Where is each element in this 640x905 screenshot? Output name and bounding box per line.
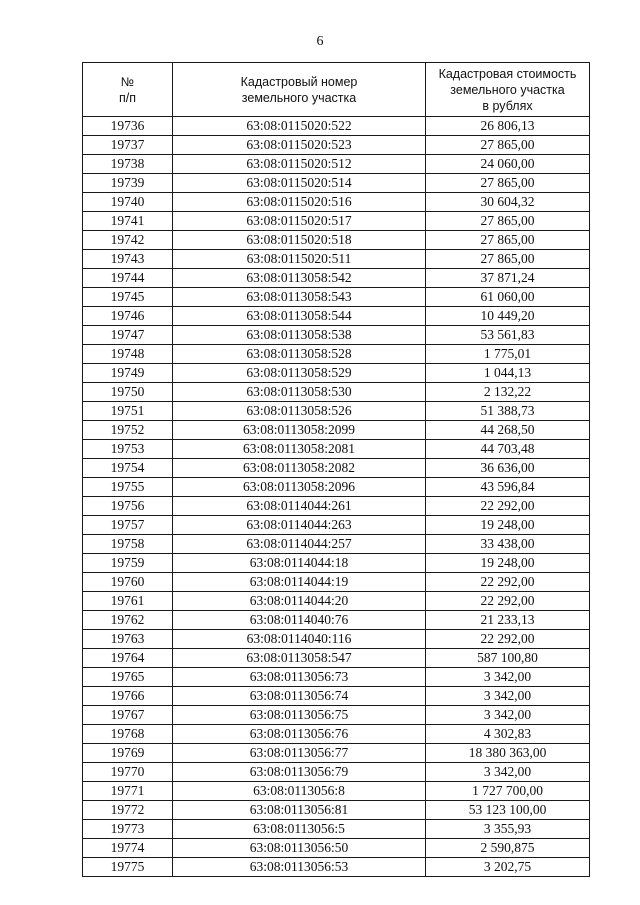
cadastral-number-cell: 63:08:0115020:523 [173, 136, 426, 155]
table-row [83, 288, 590, 307]
cadastral-value-cell: 22 292,00 [426, 573, 590, 592]
row-number-cell: 19745 [83, 288, 173, 307]
cadastral-number-cell: 63:08:0114044:19 [173, 573, 426, 592]
header-value-line-3: в рублях [482, 98, 533, 113]
cadastral-value-cell: 53 123 100,00 [426, 801, 590, 820]
table-row [83, 687, 590, 706]
table-row [83, 573, 590, 592]
table-row [83, 554, 590, 573]
cadastral-number-cell: 63:08:0113058:543 [173, 288, 426, 307]
cadastral-number-cell: 63:08:0115020:518 [173, 231, 426, 250]
cadastral-number-cell: 63:08:0113058:528 [173, 345, 426, 364]
table-row [83, 630, 590, 649]
row-number-cell: 19769 [83, 744, 173, 763]
header-value-line-2: земельного участка [450, 82, 565, 97]
cadastral-value-cell: 27 865,00 [426, 174, 590, 193]
cadastral-number-cell: 63:08:0113056:73 [173, 668, 426, 687]
row-number-cell: 19740 [83, 193, 173, 212]
cadastre-table [82, 62, 590, 877]
row-number-cell: 19751 [83, 402, 173, 421]
cadastral-value-cell: 22 292,00 [426, 497, 590, 516]
row-number-cell: 19736 [83, 117, 173, 136]
row-number-cell: 19750 [83, 383, 173, 402]
table-row [83, 383, 590, 402]
cadastral-number-cell: 63:08:0114044:257 [173, 535, 426, 554]
cadastral-value-cell: 27 865,00 [426, 212, 590, 231]
table-body [83, 117, 590, 877]
header-cadastral-line-1: Кадастровый номер [240, 74, 358, 89]
cadastral-value-cell: 3 342,00 [426, 706, 590, 725]
cadastral-number-cell: 63:08:0113056:5 [173, 820, 426, 839]
table-row [83, 706, 590, 725]
table-row [83, 269, 590, 288]
table-row [83, 516, 590, 535]
cadastral-value-cell: 2 132,22 [426, 383, 590, 402]
row-number-cell: 19749 [83, 364, 173, 383]
cadastral-value-cell: 19 248,00 [426, 516, 590, 535]
row-number-cell: 19748 [83, 345, 173, 364]
table-header-row [83, 63, 590, 117]
row-number-cell: 19766 [83, 687, 173, 706]
row-number-cell: 19756 [83, 497, 173, 516]
cadastral-value-cell: 1 775,01 [426, 345, 590, 364]
cadastral-value-cell: 33 438,00 [426, 535, 590, 554]
row-number-cell: 19763 [83, 630, 173, 649]
row-number-cell: 19753 [83, 440, 173, 459]
row-number-cell: 19771 [83, 782, 173, 801]
cadastral-number-cell: 63:08:0114044:20 [173, 592, 426, 611]
cadastral-value-cell: 3 342,00 [426, 668, 590, 687]
cadastral-value-cell: 22 292,00 [426, 592, 590, 611]
row-number-cell: 19775 [83, 858, 173, 877]
table-row [83, 592, 590, 611]
table-row [83, 497, 590, 516]
cadastral-value-cell: 1 727 700,00 [426, 782, 590, 801]
cadastral-number-cell: 63:08:0115020:511 [173, 250, 426, 269]
cadastral-value-cell: 19 248,00 [426, 554, 590, 573]
row-number-cell: 19743 [83, 250, 173, 269]
table-row [83, 212, 590, 231]
cadastral-value-cell: 1 044,13 [426, 364, 590, 383]
row-number-cell: 19752 [83, 421, 173, 440]
cadastral-value-cell: 3 342,00 [426, 687, 590, 706]
row-number-cell: 19737 [83, 136, 173, 155]
header-number-sign: № [120, 74, 135, 89]
cadastral-number-cell: 63:08:0114044:18 [173, 554, 426, 573]
row-number-cell: 19747 [83, 326, 173, 345]
header-row-number [83, 63, 173, 117]
table-row [83, 820, 590, 839]
cadastral-number-cell: 63:08:0115020:514 [173, 174, 426, 193]
row-number-cell: 19772 [83, 801, 173, 820]
table-row [83, 231, 590, 250]
table-row [83, 440, 590, 459]
cadastral-value-cell: 10 449,20 [426, 307, 590, 326]
cadastral-value-cell: 21 233,13 [426, 611, 590, 630]
table-row [83, 364, 590, 383]
cadastral-number-cell: 63:08:0113058:2096 [173, 478, 426, 497]
table-row [83, 136, 590, 155]
header-pp: п/п [118, 90, 136, 105]
cadastral-value-cell: 4 302,83 [426, 725, 590, 744]
cadastral-number-cell: 63:08:0114044:263 [173, 516, 426, 535]
cadastral-number-cell: 63:08:0113058:526 [173, 402, 426, 421]
cadastral-value-cell: 37 871,24 [426, 269, 590, 288]
table-row [83, 421, 590, 440]
table-row [83, 744, 590, 763]
cadastral-value-cell: 3 342,00 [426, 763, 590, 782]
table-row [83, 117, 590, 136]
row-number-cell: 19759 [83, 554, 173, 573]
cadastral-value-cell: 27 865,00 [426, 250, 590, 269]
row-number-cell: 19744 [83, 269, 173, 288]
cadastral-number-cell: 63:08:0113058:2081 [173, 440, 426, 459]
row-number-cell: 19755 [83, 478, 173, 497]
table-row [83, 858, 590, 877]
cadastral-number-cell: 63:08:0114040:76 [173, 611, 426, 630]
cadastral-number-cell: 63:08:0113056:53 [173, 858, 426, 877]
cadastral-value-cell: 43 596,84 [426, 478, 590, 497]
row-number-cell: 19774 [83, 839, 173, 858]
row-number-cell: 19768 [83, 725, 173, 744]
cadastral-value-cell: 51 388,73 [426, 402, 590, 421]
table-row [83, 155, 590, 174]
row-number-cell: 19770 [83, 763, 173, 782]
table-row [83, 193, 590, 212]
cadastral-value-cell: 24 060,00 [426, 155, 590, 174]
cadastral-number-cell: 63:08:0113056:81 [173, 801, 426, 820]
table-row [83, 535, 590, 554]
header-cadastral-number [173, 63, 426, 117]
header-value-line-1: Кадастровая стоимость [438, 66, 577, 81]
cadastral-number-cell: 63:08:0113056:75 [173, 706, 426, 725]
row-number-cell: 19754 [83, 459, 173, 478]
row-number-cell: 19746 [83, 307, 173, 326]
cadastral-number-cell: 63:08:0113058:547 [173, 649, 426, 668]
cadastral-value-cell: 587 100,80 [426, 649, 590, 668]
row-number-cell: 19765 [83, 668, 173, 687]
table-row [83, 345, 590, 364]
cadastral-number-cell: 63:08:0113058:530 [173, 383, 426, 402]
table-row [83, 782, 590, 801]
cadastral-value-cell: 36 636,00 [426, 459, 590, 478]
header-cadastral-line-2: земельного участка [241, 90, 357, 105]
row-number-cell: 19764 [83, 649, 173, 668]
cadastral-number-cell: 63:08:0114044:261 [173, 497, 426, 516]
row-number-cell: 19758 [83, 535, 173, 554]
table-row [83, 307, 590, 326]
table-row [83, 478, 590, 497]
cadastral-value-cell: 27 865,00 [426, 136, 590, 155]
cadastral-value-cell: 18 380 363,00 [426, 744, 590, 763]
table-row [83, 402, 590, 421]
table-row [83, 174, 590, 193]
row-number-cell: 19760 [83, 573, 173, 592]
cadastral-number-cell: 63:08:0114040:116 [173, 630, 426, 649]
cadastral-number-cell: 63:08:0113056:79 [173, 763, 426, 782]
cadastral-value-cell: 3 355,93 [426, 820, 590, 839]
cadastral-value-cell: 44 268,50 [426, 421, 590, 440]
cadastral-number-cell: 63:08:0113058:2082 [173, 459, 426, 478]
header-cadastral-value [426, 63, 590, 117]
cadastral-number-cell: 63:08:0113056:50 [173, 839, 426, 858]
table-row [83, 801, 590, 820]
cadastral-value-cell: 61 060,00 [426, 288, 590, 307]
table-row [83, 611, 590, 630]
cadastral-number-cell: 63:08:0113058:538 [173, 326, 426, 345]
table-row [83, 649, 590, 668]
row-number-cell: 19757 [83, 516, 173, 535]
row-number-cell: 19767 [83, 706, 173, 725]
cadastral-value-cell: 30 604,32 [426, 193, 590, 212]
table-row [83, 250, 590, 269]
cadastral-number-cell: 63:08:0113058:542 [173, 269, 426, 288]
cadastral-number-cell: 63:08:0113056:74 [173, 687, 426, 706]
cadastral-number-cell: 63:08:0115020:517 [173, 212, 426, 231]
cadastral-number-cell: 63:08:0115020:512 [173, 155, 426, 174]
cadastral-value-cell: 26 806,13 [426, 117, 590, 136]
cadastral-number-cell: 63:08:0115020:516 [173, 193, 426, 212]
table-row [83, 326, 590, 345]
row-number-cell: 19739 [83, 174, 173, 193]
page-number: 6 [316, 34, 324, 49]
cadastral-number-cell: 63:08:0113058:2099 [173, 421, 426, 440]
table-row [83, 725, 590, 744]
cadastral-value-cell: 2 590,875 [426, 839, 590, 858]
cadastral-value-cell: 44 703,48 [426, 440, 590, 459]
table-row [83, 459, 590, 478]
cadastral-value-cell: 53 561,83 [426, 326, 590, 345]
row-number-cell: 19773 [83, 820, 173, 839]
cadastral-number-cell: 63:08:0113056:76 [173, 725, 426, 744]
table-row [83, 668, 590, 687]
row-number-cell: 19741 [83, 212, 173, 231]
row-number-cell: 19761 [83, 592, 173, 611]
cadastral-number-cell: 63:08:0113056:77 [173, 744, 426, 763]
cadastral-number-cell: 63:08:0113058:529 [173, 364, 426, 383]
row-number-cell: 19742 [83, 231, 173, 250]
cadastral-value-cell: 22 292,00 [426, 630, 590, 649]
cadastral-value-cell: 27 865,00 [426, 231, 590, 250]
cadastral-number-cell: 63:08:0115020:522 [173, 117, 426, 136]
cadastral-number-cell: 63:08:0113058:544 [173, 307, 426, 326]
row-number-cell: 19762 [83, 611, 173, 630]
table-row [83, 839, 590, 858]
cadastral-number-cell: 63:08:0113056:8 [173, 782, 426, 801]
table-row [83, 763, 590, 782]
cadastral-value-cell: 3 202,75 [426, 858, 590, 877]
row-number-cell: 19738 [83, 155, 173, 174]
